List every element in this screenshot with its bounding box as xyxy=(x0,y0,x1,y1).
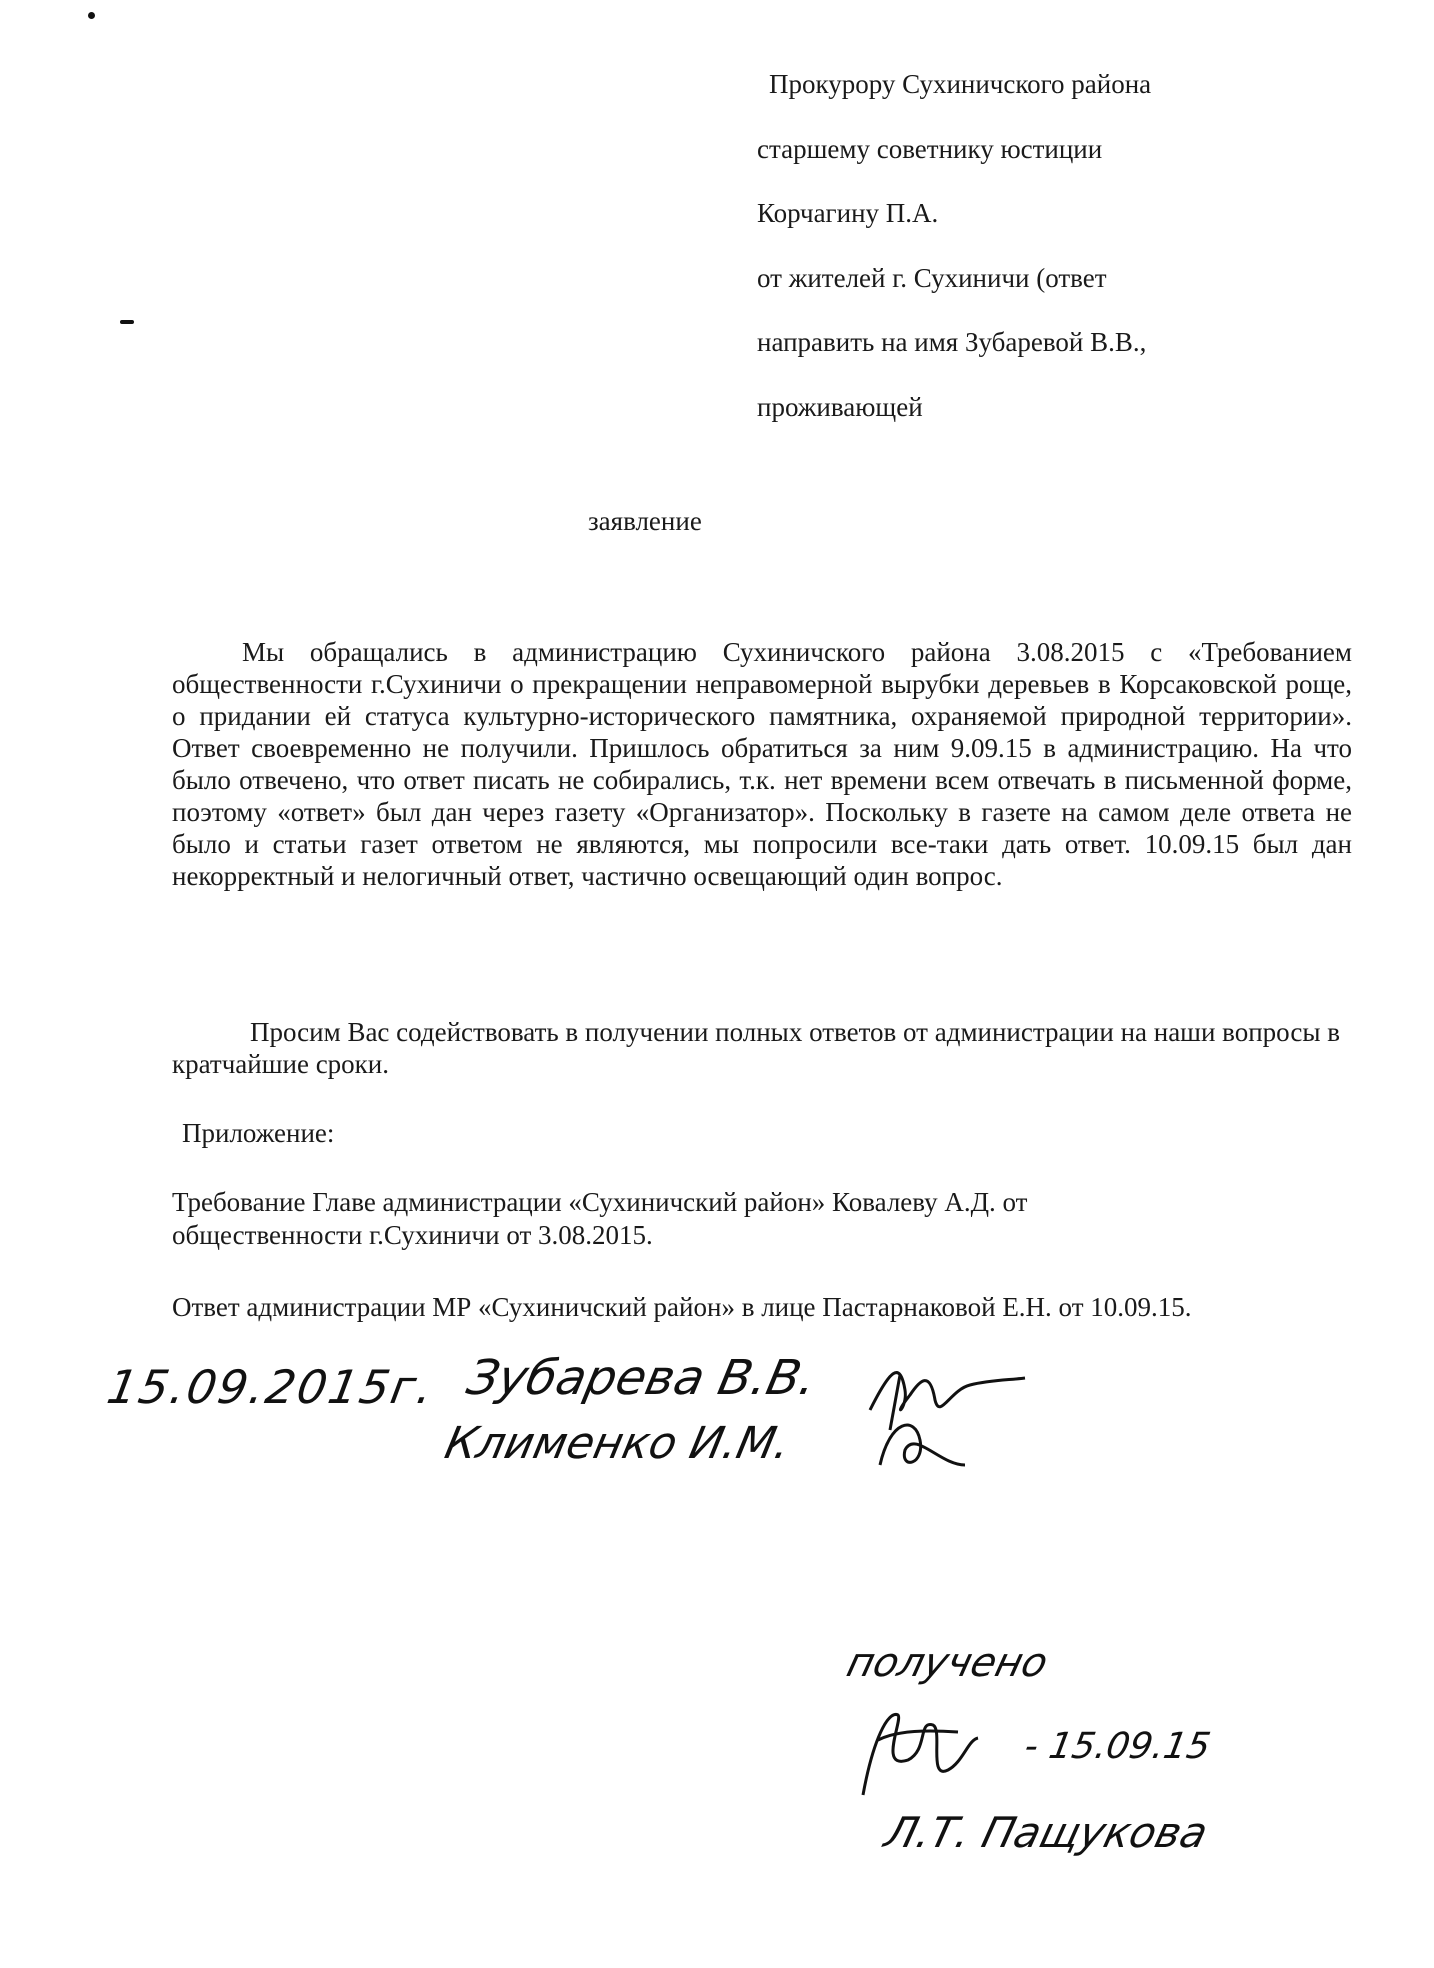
paragraph-text: Мы обращались в администрацию Сухиничского района 3.08.2015 с «Требованием общественности г.Сухиничи о прекращении неправомерной вырубки деревьев в Корсаковской роще, о придании ей статуса культурно-исторического памятника, охраняемой природной территории». Ответ своевременно не получили. Пришлось обратиться за ним 9.09.15 в администрацию. На что было отвечено, что ответ писать не собирались, т.к. нет времени всем отвечать в письменной форме, поэтому «ответ» был дан через газету «Организатор». Поскольку в газете на самом деле ответа не было и статьи газет ответом не являются, мы попросили все-таки дать ответ. 10.09.15 был дан некорректный и нелогичный ответ, частично освещающий один вопрос. xyxy=(172,637,1352,891)
attachments-heading: Приложение: xyxy=(182,1118,335,1148)
handwritten-signer-name: Зубарева В.В. xyxy=(462,1350,822,1406)
paragraph-text: Просим Вас содействовать в получении полных ответов от администрации на наши вопросы в кратчайшие сроки. xyxy=(172,1017,1340,1079)
handwritten-received-name: Л.Т. Пащукова xyxy=(879,1808,1213,1857)
addressee-line: старшему советнику юстиции xyxy=(757,133,1103,164)
body-paragraph-1 xyxy=(172,636,1352,892)
attachment-item: Требование Главе администрации «Сухиничский район» Ковалеву А.Д. от общественности г.Сухиничи от 3.08.2015. xyxy=(172,1187,1028,1250)
handwritten-date: 15.09.2015г. xyxy=(103,1360,439,1414)
signature-scribble-2 xyxy=(870,1410,970,1480)
scan-speck xyxy=(120,320,134,324)
addressee-line: от жителей г. Сухиничи (ответ xyxy=(757,262,1107,293)
receiver-signature-scribble xyxy=(848,1700,998,1810)
scan-speck xyxy=(88,12,95,19)
addressee-line: Прокурору Сухиничского района xyxy=(769,69,1152,99)
addressee-block xyxy=(757,52,1317,439)
addressee-line: Корчагину П.А. xyxy=(757,198,939,228)
attachment-item: Ответ администрации МР «Сухиничский район» в лице Пастарнаковой Е.Н. от 10.09.15. xyxy=(172,1292,1192,1322)
handwritten-received-label: получено xyxy=(842,1640,1053,1686)
body-paragraph-2 xyxy=(172,1016,1352,1080)
document-title: заявление xyxy=(588,506,702,536)
handwritten-signer-name: Клименко И.М. xyxy=(440,1418,795,1469)
handwritten-received-date: - 15.09.15 xyxy=(1021,1726,1214,1767)
addressee-line: направить на имя Зубаревой В.В., xyxy=(757,327,1147,357)
addressee-line: проживающей xyxy=(757,391,923,422)
